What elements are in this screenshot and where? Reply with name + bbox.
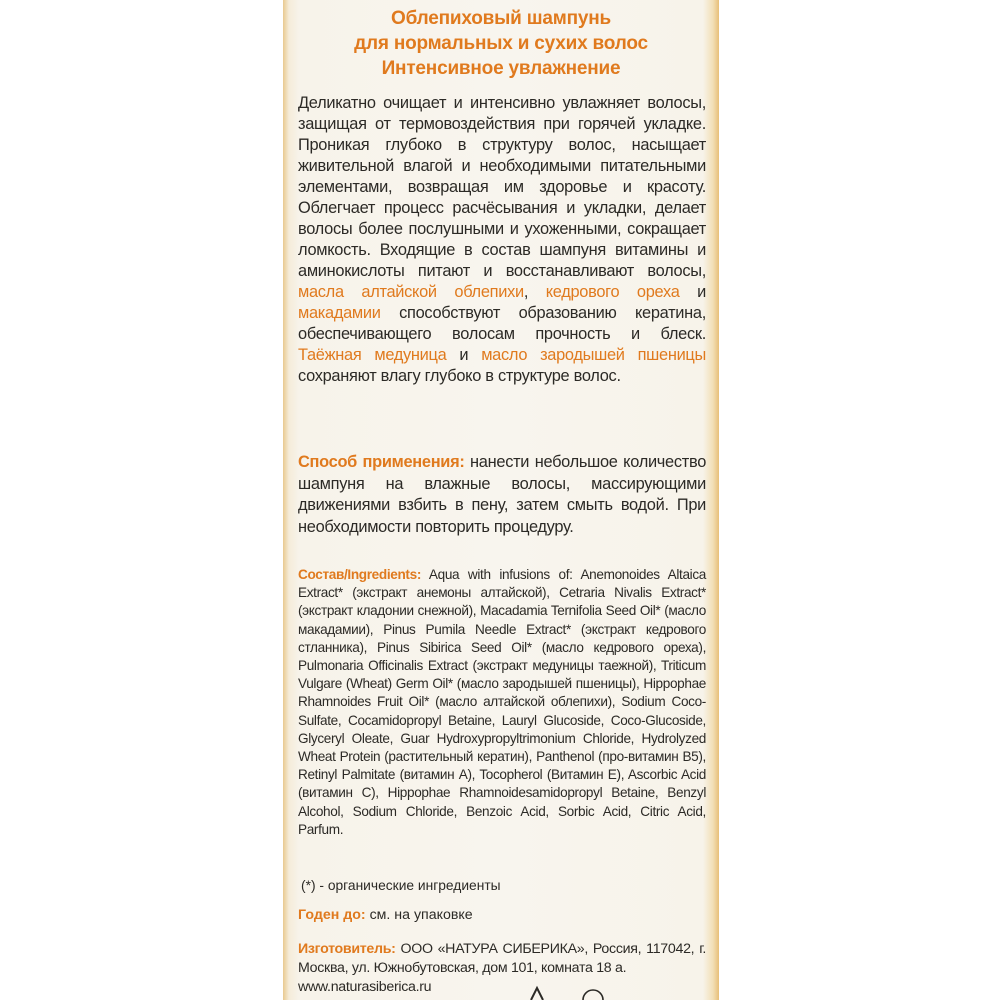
highlight-lungwort: Таёжная медуница [298,346,447,364]
expiry-line [298,907,706,923]
description-text-3: сохраняют влагу глубоко в структуре волос. [298,367,621,385]
expiry-label: Годен до: [298,907,366,923]
description-separator-1: , [523,283,546,301]
highlight-wheat-germ-oil: масло зародышей пшеницы [481,346,706,364]
product-title [283,6,719,81]
manufacturer-block [298,940,706,997]
manufacturer-label: Изготовитель: [298,941,396,957]
manufacturer-website: www.naturasiberica.ru [298,979,432,995]
organic-note: (*) - органические ингредиенты [301,878,501,893]
description-text-1: Деликатно очищает и интенсивно увлажняет волосы, защищая от термовоздействия при горячей укладке. Проникая глубоко в структуру волос, насыщает живительной влагой и необходимыми питательными элементами, возвращая им здоровье и красоту. Облегчает процесс расчёсывания и укладки, делает волосы более послушными и ухоженными, сокращает ломкость. Входящие в состав шампуня витамины и аминокислоты питают и восстанавливают волосы, [298,94,706,280]
usage-text: нанести небольшое количество шампуня на влажные волосы, массирующими движениями взбить в пену, затем смыть водой. При необходимости повторить процедуру. [298,453,707,536]
description-paragraph [298,93,706,387]
usage-paragraph [298,452,706,538]
manufacturer-text: ООО «НАТУРА СИБЕРИКА», Россия, 117042, г. Москва, ул. Южнобутовская, дом 101, комната 18 а. [298,941,706,976]
expiry-text: см. на упаковке [365,907,473,923]
description-text-2: способствуют образованию кератина, обеспечивающего волосам прочность и блеск. [298,304,706,343]
title-line-1: Облепиховый шампунь [390,8,611,29]
highlight-cedar-nut: кедрового ореха [545,283,680,301]
description-separator-2: и [679,283,706,301]
title-line-3: Интенсивное увлажнение [381,58,621,79]
usage-label: Способ применения: [298,453,465,471]
ingredients-label: Состав/Ingredients: [298,567,421,582]
ingredients-paragraph [298,566,706,839]
highlight-sea-buckthorn-oil: масла алтайской облепихи [298,283,524,301]
ingredients-text: Aqua with infusions of: Anemonoides Altaica Extract* (экстракт анемоны алтайской), Cetraria Nivalis Extract* (экстракт кладонии снежной), Macadamia Ternifolia Seed Oil* (масло макадамии), Pinus Pumila Needle Extract* (экстракт кедрового стланника), Pinus Sibirica Seed Oil* (масло кедрового ореха), Pulmonaria Officinalis Extract (экстракт медуницы таежной), Triticum Vulgare (Wheat) Germ Oil* (масло зародышей пшеницы), Hippophae Rhamnoides Fruit Oil* (масло алтайской облепихи), Sodium Coco-Sulfate, Cocamidopropyl Betaine, Lauryl Glucoside, Coco-Glucoside, Glyceryl Oleate, Guar Hydroxypropyltrimonium Chloride, Hydrolyzed Wheat Protein (растительный кератин), Panthenol (про-витамин B5), Retinyl Palmitate (витамин A), Tocopherol (Витамин E), Ascorbic Acid (витамин C), Hippophae Rhamnoidesamidopropyl Betaine, Benzyl Alcohol, Sodium Chloride, Benzoic Acid, Sorbic Acid, Citric Acid, Parfum. [298,567,706,837]
recycling-icon [523,984,643,1000]
product-label [283,0,719,1000]
highlight-macadamia: макадамии [298,304,381,322]
title-line-2: для нормальных и сухих волос [354,33,648,54]
description-separator-3: и [446,346,482,364]
